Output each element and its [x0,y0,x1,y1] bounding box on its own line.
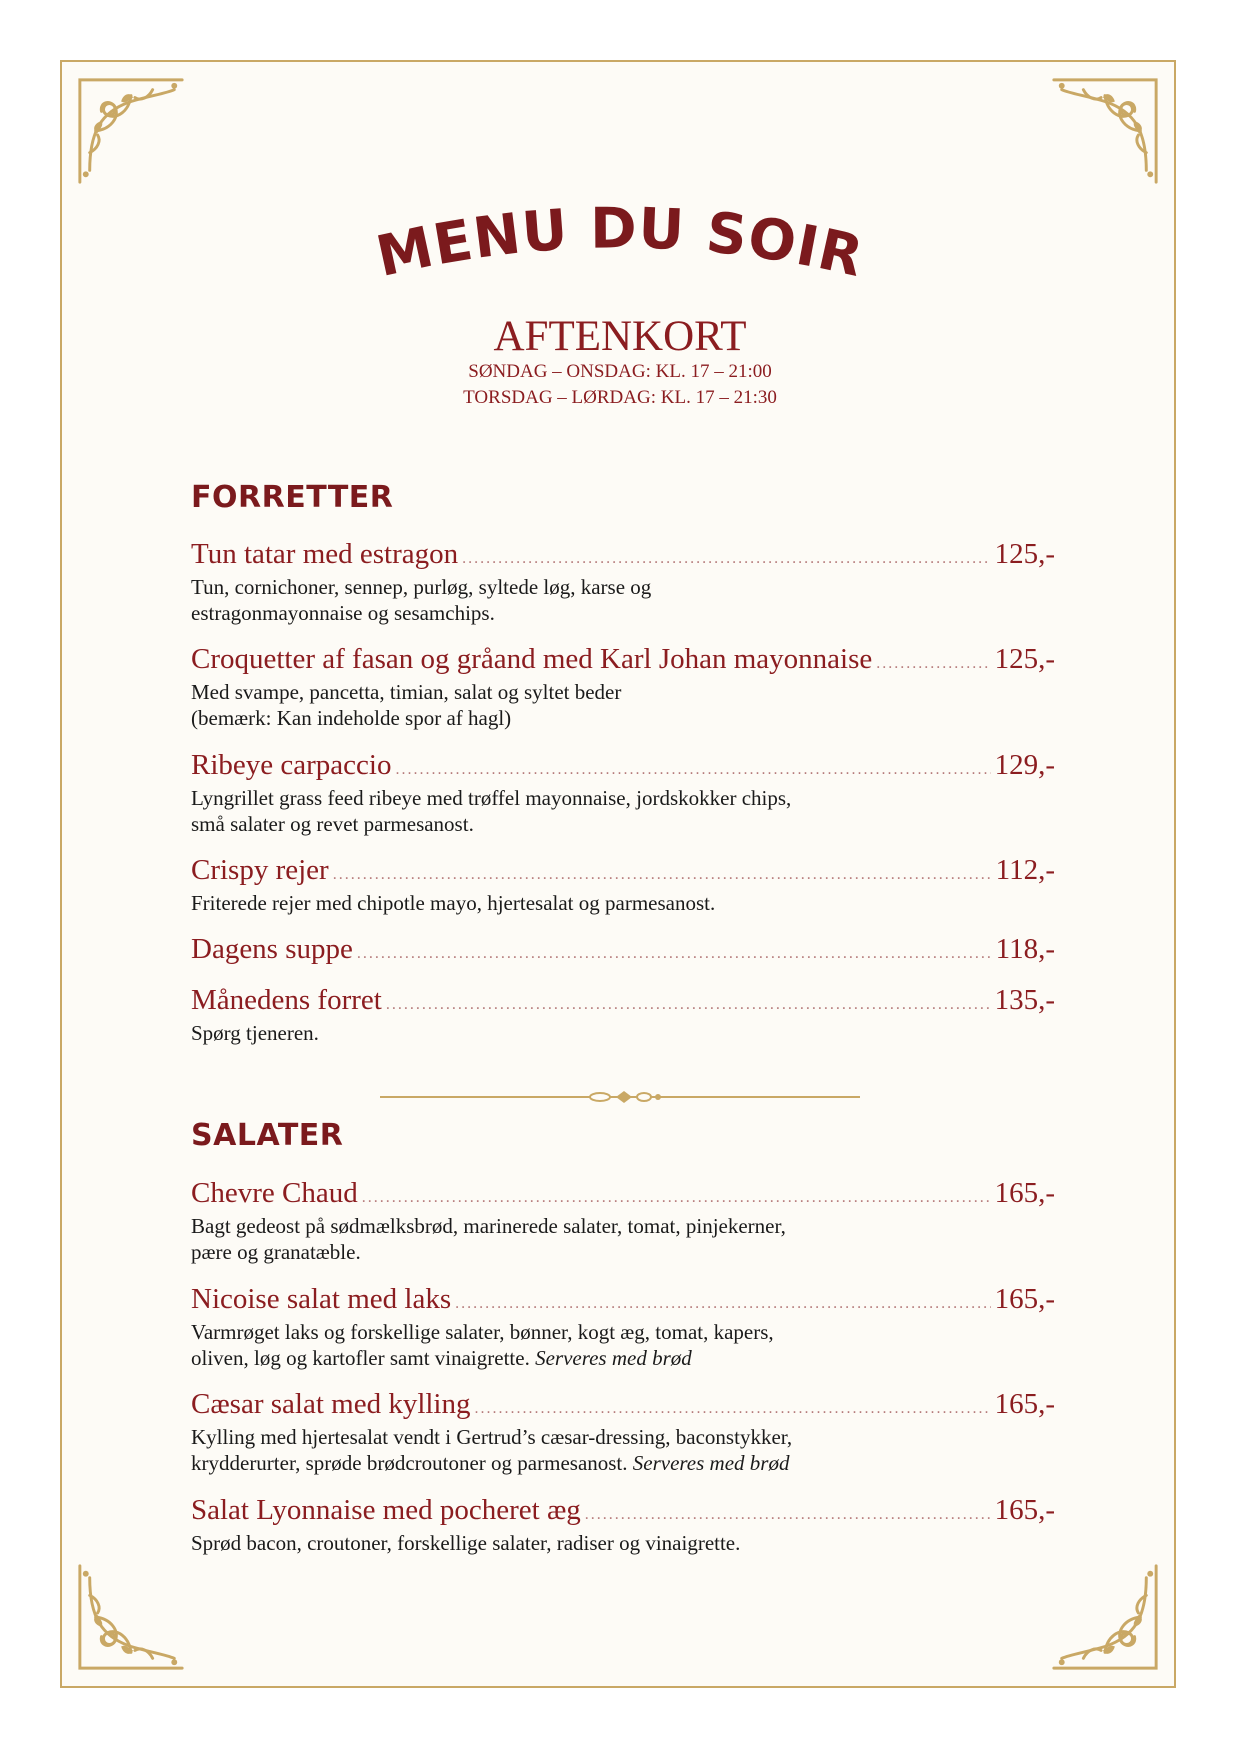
dot-leader [455,1284,990,1324]
section-title-salater: SALATER [191,1118,344,1153]
description-line: estragonmayonnaise og sesamchips. [191,601,495,625]
item-name: Nicoise salat med laks [191,1283,452,1315]
dot-leader [462,539,990,579]
section-title-forretter: FORRETTER [191,480,394,515]
item-note: Serveres med brød [632,1451,790,1475]
menu-item [191,534,1055,626]
dot-leader [357,934,992,974]
item-name: Croquetter af fasan og gråand med Karl Johan mayonnaise [191,643,873,675]
item-note: Serveres med brød [535,1346,692,1370]
menu-item [191,850,1055,916]
item-description [191,679,951,731]
opening-hours-weekdays: SØNDAG – ONSDAG: KL. 17 – 21:00 [468,361,772,382]
menu-item [191,1384,1055,1476]
item-price: 125,- [994,643,1055,675]
item-description [191,574,951,626]
item-price: 165,- [994,1388,1055,1420]
menu-item [191,1173,1055,1265]
menu-item [191,1490,1055,1556]
menu-title [330,170,910,300]
description-line: Varmrøget laks og forskellige salater, bønner, kogt æg, tomat, kapers, [191,1320,774,1344]
description-line: oliven, løg og kartofler samt vinaigrette. Serveres med brød [191,1346,692,1370]
description-line: Friterede rejer med chipotle mayo, hjertesalat og parmesanost. [191,891,716,915]
dot-leader [876,644,990,684]
description-line: (bemærk: Kan indeholde spor af hagl) [191,706,512,730]
description-line: små salater og revet parmesanost. [191,812,474,836]
item-name: Tun tatar med estragon [191,538,459,570]
item-name: Salat Lyonnaise med pocheret æg [191,1494,581,1526]
item-price: 165,- [994,1283,1055,1315]
dot-leader [475,1389,991,1429]
description-line: Sprød bacon, croutoner, forskellige salater, radiser og vinaigrette. [191,1531,741,1555]
dot-leader [333,855,992,895]
dot-leader [362,1178,991,1218]
description-line: pære og granatæble. [191,1240,361,1264]
item-price: 165,- [994,1177,1055,1209]
dot-leader [585,1495,991,1535]
item-description [191,785,951,837]
description-line: Bagt gedeost på sødmælksbrød, marinerede salater, tomat, pinjekerner, [191,1214,786,1238]
menu-item [191,745,1055,837]
menu-item [191,980,1055,1046]
item-price: 112,- [995,854,1055,886]
ornament-corner-icon [72,1558,190,1676]
dot-leader [386,985,991,1025]
item-price: 129,- [994,749,1055,781]
ornament-corner-icon [1046,1558,1164,1676]
menu-item [191,639,1055,731]
item-name: Crispy rejer [191,854,329,886]
ornament-corner-icon [1046,72,1164,190]
item-name: Ribeye carpaccio [191,749,392,781]
item-price: 135,- [994,984,1055,1016]
item-name: Månedens forret [191,984,382,1016]
item-description [191,1424,951,1476]
menu-title-text: MENU DU SOIR [370,196,870,291]
ornamental-divider-icon [380,1087,860,1107]
svg-text:MENU DU SOIR [371,196,870,290]
description-line: Lyngrillet grass feed ribeye med trøffel mayonnaise, jordskokker chips, [191,786,792,810]
item-name: Cæsar salat med kylling [191,1388,471,1420]
ornament-corner-icon [72,72,190,190]
item-name: Chevre Chaud [191,1177,358,1209]
dot-leader [395,750,990,790]
menu-item [191,1279,1055,1371]
item-price: 165,- [994,1494,1055,1526]
menu-item [191,929,1055,969]
description-line: Spørg tjeneren. [191,1021,319,1045]
item-price: 125,- [994,538,1055,570]
description-line: Tun, cornichoner, sennep, purløg, syltede løg, karse og [191,575,652,599]
description-line: Kylling med hjertesalat vendt i Gertrud’s cæsar-dressing, baconstykker, [191,1425,793,1449]
opening-hours-weekend: TORSDAG – LØRDAG: KL. 17 – 21:30 [463,387,777,408]
item-name: Dagens suppe [191,933,353,965]
item-price: 118,- [995,933,1055,965]
menu-subtitle: AFTENKORT [493,313,747,360]
item-description [191,1319,951,1371]
description-line: krydderurter, sprøde brødcroutoner og parmesanost. Serveres med brød [191,1451,790,1475]
item-description [191,1213,951,1265]
description-line: Med svampe, pancetta, timian, salat og syltet beder [191,680,622,704]
